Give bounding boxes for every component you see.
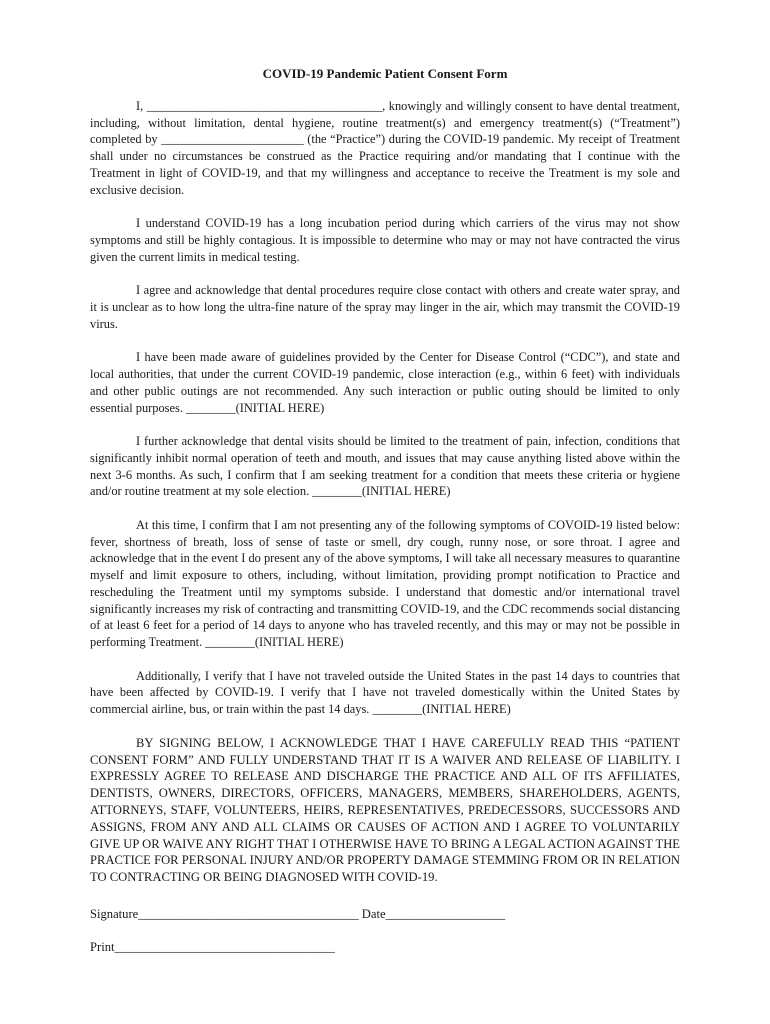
signature-date-line[interactable]: Signature___________________________________ Date___________________ (90, 906, 506, 921)
consent-paragraph: I, ______________________________________, knowingly and willingly consent to have dental treatment, including, without limitation, dental hygiene, routine treatment(s) and emergency treatment(s) (“Treatment”) completed by _______________________ (the “Practice”) during the COVID-19 pandemic. My receipt of Treatment shall under no circumstances be construed as the Practice requiring and/or mandating that I continue with the Treatment in light of COVID-19, and that my willingness and acceptance to receive the Treatment is my sole and exclusive decision. (90, 99, 680, 197)
cdc-guidelines-paragraph: I have been made aware of guidelines provided by the Center for Disease Control (“CDC”), and state and local authorities, that under the current COVID-19 pandemic, close interaction (e.g., within 6 feet) with individuals and other public outings are not recommended. Any such interaction or public outing should be limited to only essential purposes. ________(INITIAL HERE) (90, 350, 680, 415)
treatment-limits-paragraph: I further acknowledge that dental visits should be limited to the treatment of pain, infection, conditions that significantly inhibit normal operation of teeth and mouth, and issues that may cause anything listed above within the next 3-6 months. As such, I confirm that I am seeking treatment for a condition that meets these criteria or hygiene and/or routine treatment at my sole election. ________(INITIAL HERE) (90, 434, 680, 499)
waiver-paragraph: BY SIGNING BELOW, I ACKNOWLEDGE THAT I HAVE CAREFULLY READ THIS “PATIENT CONSENT FORM” AND FULLY UNDERSTAND THAT IT IS A WAIVER AND RELEASE OF LIABILITY. I EXPRESSLY AGREE TO RELEASE AND DISCHARGE THE PRACTICE AND ALL OF ITS AFFILIATES, DENTISTS, OWNERS, DIRECTORS, OFFICERS, MANAGERS, MEMBERS, SHAREHOLDERS, AGENTS, ATTORNEYS, STAFF, VOLUNTEERS, HEIRS, REPRESENTATIVES, PREDECESSORS, SUCCESSORS AND ASSIGNS, FROM ANY AND ALL CLAIMS OR CAUSES OF ACTION AND I AGREE TO VOLUNTARILY GIVE UP OR WAIVE ANY RIGHT THAT I OTHERWISE HAVE TO BRING A LEGAL ACTION AGAINST THE PRACTICE FOR PERSONAL INJURY AND/OR PROPERTY DAMAGE STEMMING FROM OR IN RELATION TO CONTRACTING OR BEING DIAGNOSED WITH COVID-19. (90, 735, 680, 885)
form-title: COVID-19 Pandemic Patient Consent Form (262, 66, 508, 81)
print-name-line[interactable]: Print___________________________________ (90, 939, 335, 954)
water-spray-paragraph: I agree and acknowledge that dental procedures require close contact with others and create water spray, and it is unclear as to how long the ultra-fine nature of the spray may linger in the air, which may transmit the COVID-19 virus. (90, 283, 680, 331)
incubation-paragraph: I understand COVID-19 has a long incubation period during which carriers of the virus may not show symptoms and still be highly contagious. It is impossible to determine who may or may not have contracted the virus given the current limits in medical testing. (90, 216, 680, 264)
consent-form-page (90, 66, 680, 955)
travel-paragraph: Additionally, I verify that I have not traveled outside the United States in the past 14 days to countries that have been affected by COVID-19. I verify that I have not traveled domestically within the United States by commercial airline, bus, or train within the past 14 days. ________(INITIAL HERE) (90, 668, 680, 717)
symptoms-paragraph: At this time, I confirm that I am not presenting any of the following symptoms of COVOID-19 listed below: fever, shortness of breath, loss of sense of taste or smell, dry cough, runny nose, or sore throat. I agree and acknowledge that in the event I do present any of the above symptoms, I will take all necessary measures to quarantine myself and limit exposure to others, including, without limitation, providing prompt notification to Practice and rescheduling the Treatment until my symptoms subside. I understand that domestic and/or international travel significantly increases my risk of contracting and transmitting COVID-19, and the CDC recommends social distancing of at least 6 feet for a period of 14 days to anyone who has traveled recently, and this may or may not be possible in performing Treatment. ________(INITIAL HERE) (90, 518, 680, 649)
